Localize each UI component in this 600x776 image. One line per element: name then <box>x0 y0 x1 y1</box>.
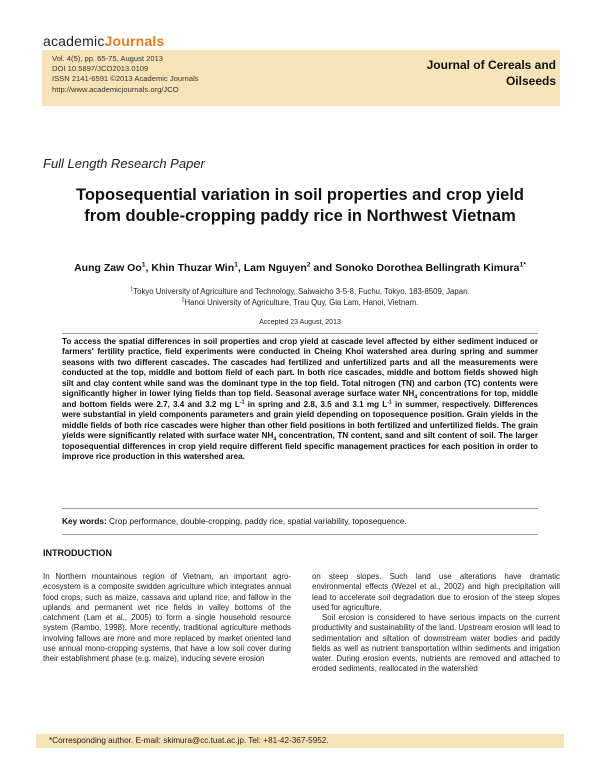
meta-issn: ISSN 2141-6591 ©2013 Academic Journals <box>52 74 199 84</box>
keywords-rule <box>62 534 538 535</box>
author-name: Sonoko Dorothea Bellingrath Kimura <box>335 262 520 274</box>
accepted-date: Accepted 23 August, 2013 <box>259 319 341 326</box>
author-name: Aung Zaw Oo <box>74 262 142 274</box>
abstract-text: concentration, TN content, sand and silt content of soil. The larger toposequential differences in crop yield require different field specific management practices for each position in order to improve rice production in this watershed area. <box>62 431 538 461</box>
abstract-superscript: -1 <box>387 399 392 405</box>
keywords <box>62 516 538 526</box>
keywords-text: Crop performance, double-cropping, paddy rice, spatial variability, toposequence. <box>109 516 407 526</box>
abstract-top-rule <box>62 333 538 334</box>
affiliation-line <box>30 287 570 298</box>
logo-suffix: Journals <box>104 33 165 49</box>
meta-url[interactable]: http://www.academicjournals.org/JCO <box>52 84 179 94</box>
body-paragraph: Soil erosion is considered to have serious impacts on the current productivity and sustainability of the land. Upstream erosion will lead to sedimentation and siltation of downstream water bodies and paddy fields as well as nutrient transportation within sediments and irrigation water. During erosion events, nutrients are removed and attached to eroded sediments, reallocated in the watershed <box>312 613 560 674</box>
author-affiliation-mark: 2 <box>306 261 311 269</box>
keywords-label: Key words: <box>62 516 107 526</box>
body-paragraph: on steep slopes. Such land use alterations have dramatic environmental effects (Wezel et al., 2002) and high precipitation will lead to accelerate soil degradation due to erosion of the steep slopes used for agriculture. <box>312 572 560 612</box>
abstract-text: in summer, respectively. Differences were substantial in yield components parameters and grain yield depending on toposequence position. Grain yields in the middle fields of both rice cascades were higher than other field positions in both fertilized and unfertilized fields. The grain yields were significantly related with surface water NH <box>62 399 539 441</box>
body-column-right <box>312 572 560 675</box>
abstract-subscript: 4 <box>414 394 418 401</box>
affiliation-text: Tokyo University of Agriculture and Technology, Saiwaicho 3-5-8, Fuchu, Tokyo, 183-8509, Japan. <box>133 287 470 296</box>
affiliation-mark: 2 <box>181 296 185 303</box>
author-separator: , <box>237 262 244 274</box>
body-paragraph: In Northern mountainous region of Vietnam, an important agro-ecosystem is a composite swidden agriculture which integrates annual food crops, such as maize, cassava and upland rice, and fallow in the uplands and permanent wet rice fields in valley bottoms of the catchment (Lam et al., 2005) to form a single household resource system (Rambo, 1998). More recently, traditional agriculture methods involving fallows are more and more replaced by market oriented land use annual mono-cropping systems, that have a low soil cover during their establishment phase (e.g. maize), inducing severe erosion <box>43 572 291 663</box>
author-separator: and <box>310 262 336 274</box>
meta-doi[interactable]: DOI 10.5897/JCO2013.0109 <box>52 64 149 74</box>
author-name: Khin Thuzar Win <box>151 262 235 274</box>
journal-name: Journal of Cereals and Oilseeds <box>426 58 556 88</box>
affiliations <box>30 287 570 308</box>
author-affiliation-mark: 1 <box>141 261 146 269</box>
journal-meta <box>52 54 199 95</box>
abstract-bottom-rule <box>62 508 538 509</box>
corresponding-author-bar <box>36 734 564 748</box>
paper-title: Toposequential variation in soil properties and crop yield from double-cropping paddy rice in Northwest Vietnam <box>75 186 525 225</box>
author-affiliation-mark: 1 <box>234 261 238 269</box>
author-separator: , <box>145 262 152 274</box>
author-list <box>30 262 570 274</box>
corresponding-author: *Corresponding author. E-mail: skimura@cc.tuat.ac.jp. Tel: +81-42-367-5952. <box>49 736 329 745</box>
meta-volume: Vol. 4(5), pp. 65-75, August 2013 <box>52 54 164 63</box>
affiliation-line <box>30 298 570 309</box>
body-column-left <box>43 572 291 664</box>
author-affiliation-mark: 1* <box>519 261 526 269</box>
publisher-logo <box>43 33 164 49</box>
abstract-text: To access the spatial differences in soil properties and crop yield at cascade level affected by either sediment induced or farmers' fertility practice, field experiments were conducted in Cheing Khoi watershed area during spring and summer seasons with two different cascades. The cascades had fertilized and unfertilized parts and all the measurements were conducted at the top, middle and bottom field of each part. In both rice cascades, middle and bottom fields showed high silt and clay content while sand was the dominant type in the top field. Total nitrogen (TN) and carbon (TC) contents were significantly higher in lower lying fields than top field. Seasonal average surface water NH <box>62 337 538 399</box>
logo-prefix: academic <box>43 33 105 49</box>
author-name: Lam Nguyen <box>243 262 307 274</box>
abstract <box>62 337 538 462</box>
paper-type: Full Length Research Paper <box>43 156 205 171</box>
abstract-superscript: -1 <box>239 399 245 405</box>
abstract-text: concentrations for top, middle and bottom fields were 2.7, 3.4 and 3.2 mg L <box>62 389 538 409</box>
abstract-subscript: 4 <box>273 436 277 443</box>
abstract-text: in spring and 2.8, 3.5 and 3.1 mg L <box>244 399 388 409</box>
section-heading: INTRODUCTION <box>43 548 112 558</box>
affiliation-text: Hanoi University of Agriculture, Trau Quy, Gia Lam, Hanoi, Vietnam. <box>184 297 419 307</box>
affiliation-mark: 1 <box>130 286 134 293</box>
